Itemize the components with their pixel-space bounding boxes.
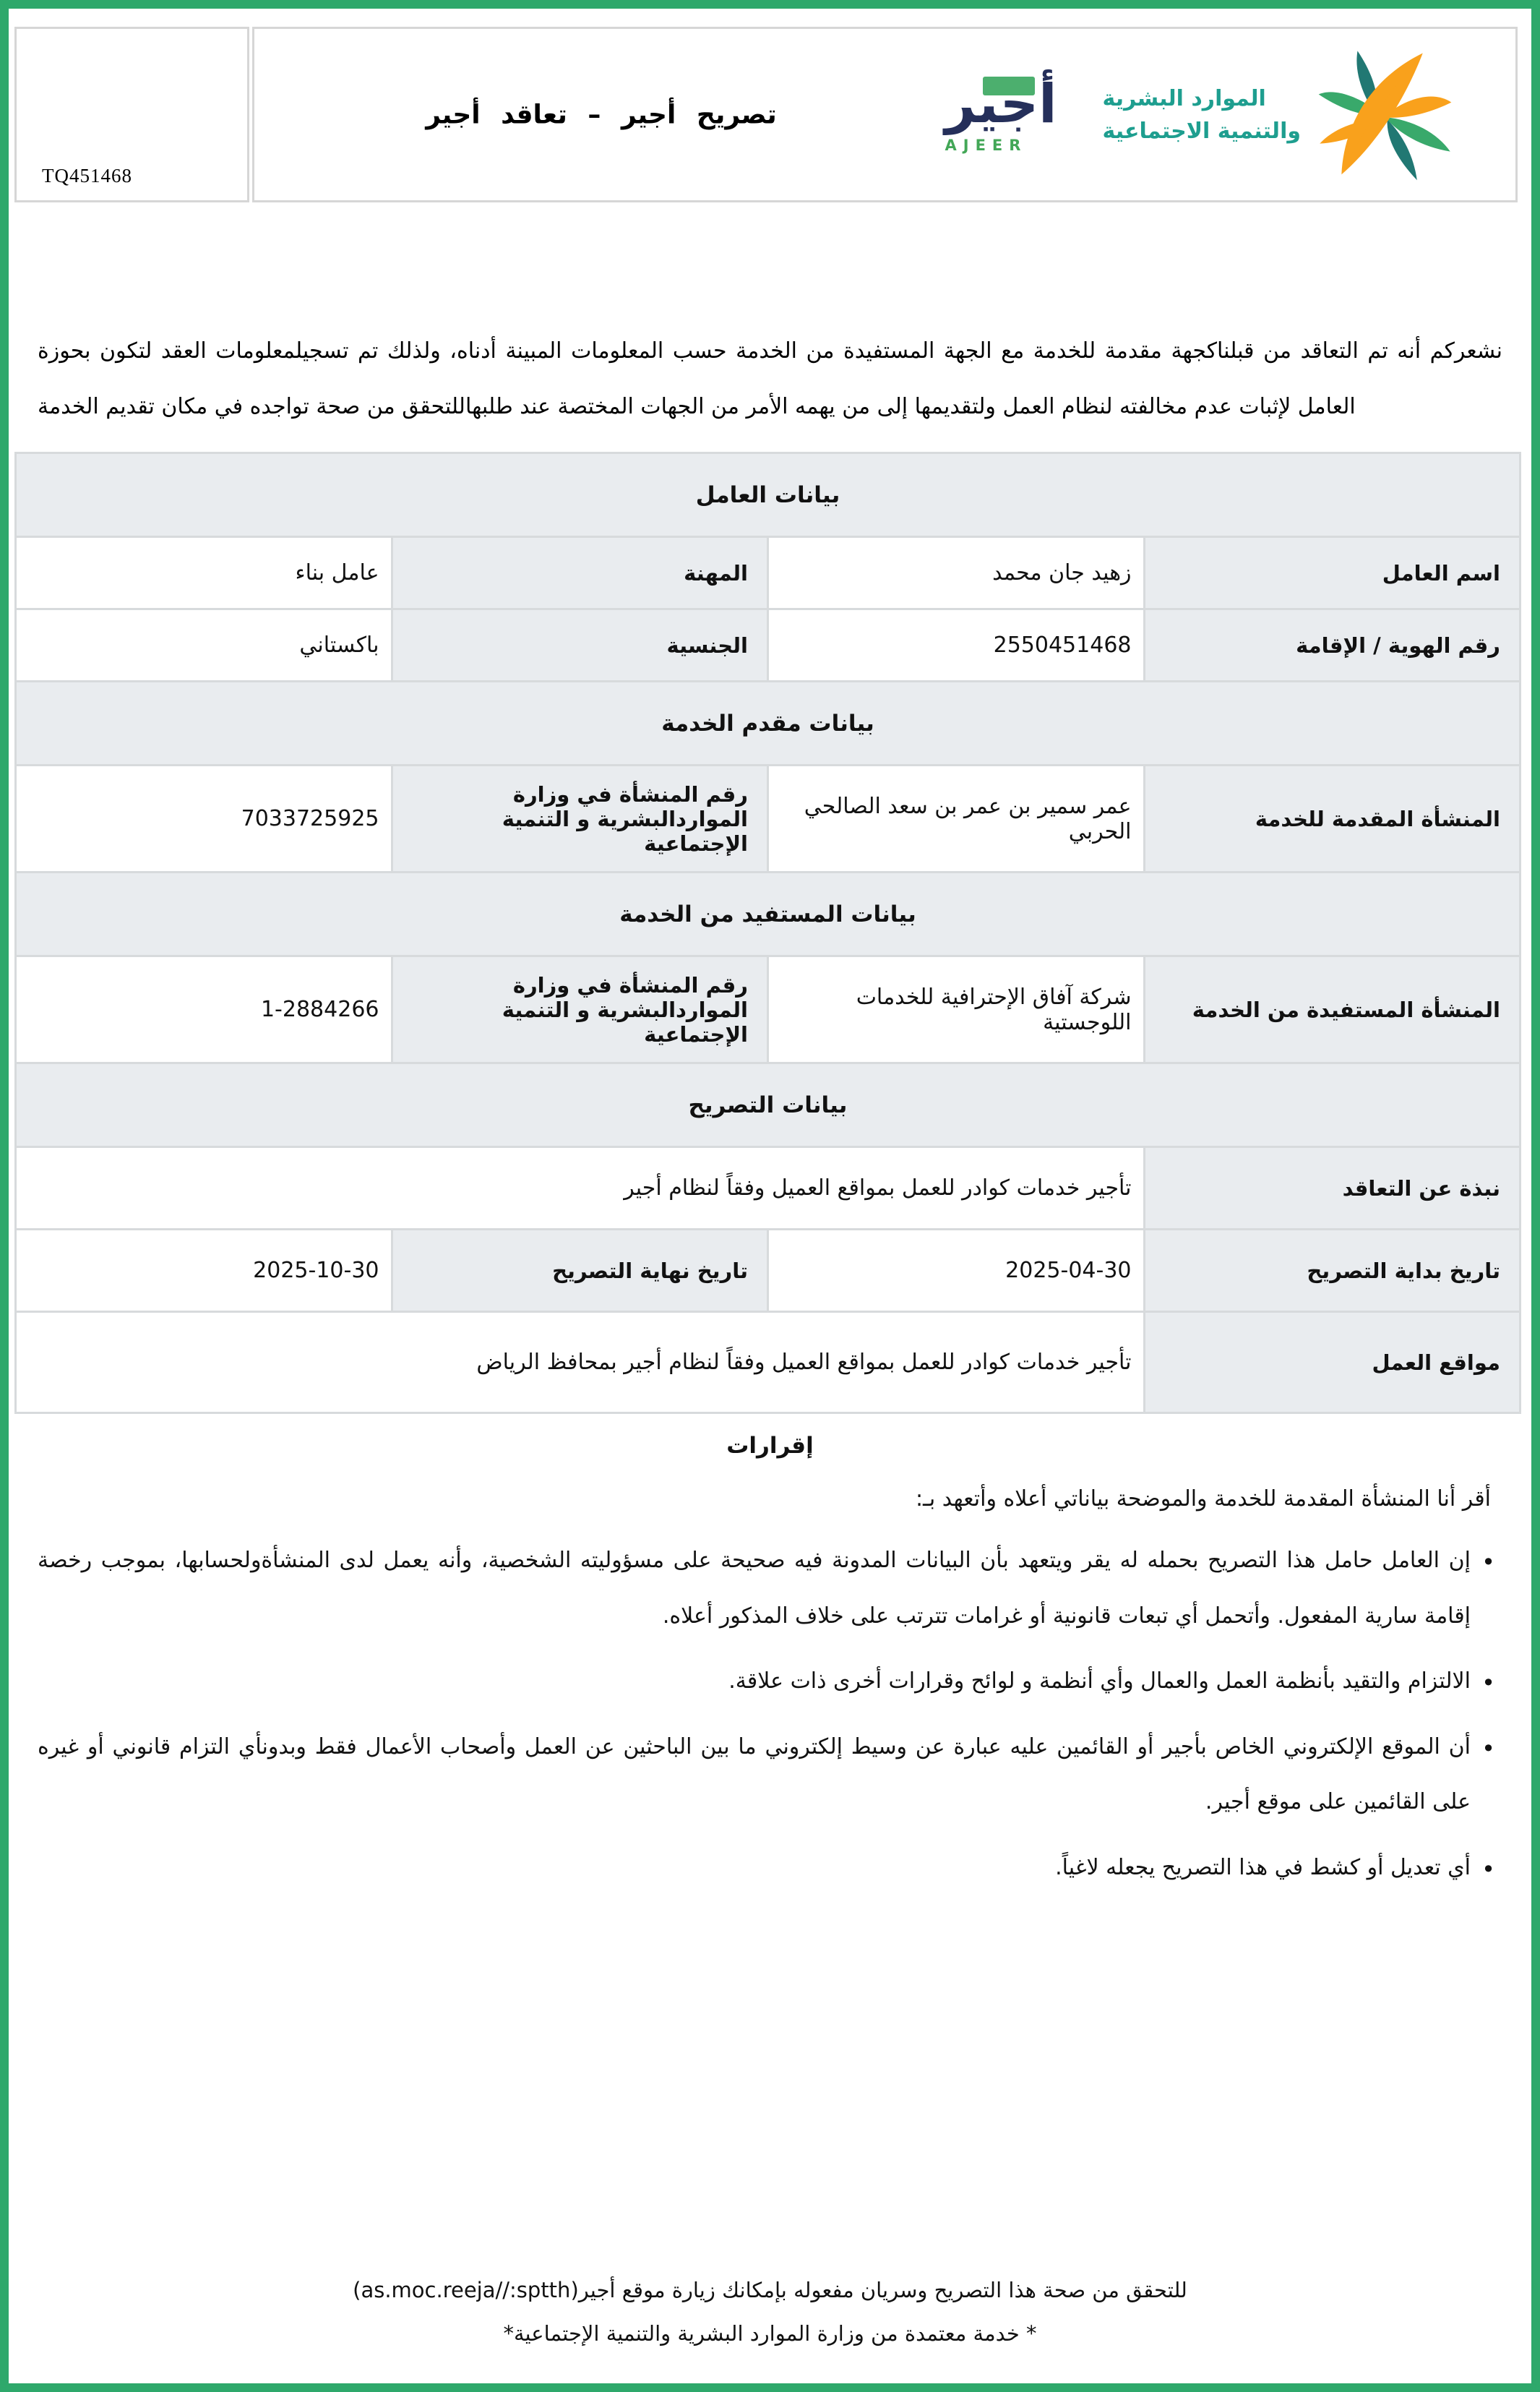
ministry-name	[1103, 82, 1301, 147]
declaration-item: • أن الموقع الإلكتروني الخاص بأجير أو القائمين عليه عبارة عن وسيط إلكتروني ما بين الباحثين عن العمل وأصحاب الأعمال فقط وبدونأي التزام قانوني أو غيره على القائمين على موقع أجير.	[38, 1720, 1502, 1830]
provider-row	[16, 766, 1520, 873]
permit-section-row	[16, 1063, 1520, 1147]
declarations-section	[38, 1433, 1502, 1895]
permit-number-box	[14, 27, 249, 202]
footer	[9, 2278, 1531, 2346]
ministry-name-line2: والتنمية الاجتماعية	[1102, 118, 1301, 144]
profession-value: عامل بناء	[16, 537, 392, 609]
provider-establishment-label: المنشأة المقدمة للخدمة	[1144, 766, 1520, 873]
worker-section-row	[16, 453, 1520, 537]
logos	[945, 46, 1459, 184]
declarations-intro: أقر أنا المنشأة المقدمة للخدمة والموضحة بياناتي أعلاه وأتعهد بـ:	[915, 1486, 1491, 1512]
ajeer-logo-latin-text: AJEER	[945, 137, 1028, 155]
work-locations-label: مواقع العمل	[1144, 1312, 1520, 1413]
beneficiary-row	[16, 956, 1520, 1063]
profession-label: المهنة	[392, 537, 768, 609]
provider-mol-number-value: 7033725925	[16, 766, 392, 873]
worker-name-row	[16, 537, 1520, 609]
footer-accreditation-text: * خدمة معتمدة من وزارة الموارد البشرية والتنمية الإجتماعية*	[503, 2321, 1037, 2346]
provider-section-row	[16, 682, 1520, 766]
worker-name-value: زهيد جان محمد	[768, 537, 1145, 609]
permit-dates-row	[16, 1230, 1520, 1312]
ajeer-logo	[945, 72, 1061, 155]
beneficiary-mol-number-label: رقم المنشأة في وزارة المواردالبشرية و التنمية الإجتماعية	[392, 956, 768, 1063]
permit-section-header: بيانات التصريح	[16, 1063, 1520, 1147]
declaration-item: • أي تعديل أو كشط في هذا التصريح يجعله لاغياً.	[38, 1840, 1502, 1896]
contract-about-label: نبذة عن التعاقد	[1144, 1147, 1520, 1230]
worker-name-label: اسم العامل	[1144, 537, 1520, 609]
intro-paragraph: نشعركم أنه تم التعاقد من قبلناكجهة مقدمة للخدمة مع الجهة المستفيدة من الخدمة حسب المعلومات المبينة أدناه، ولذلك تم تسجيلمعلومات العقد لتكون بحوزة العامل لإثبات عدم مخالفته لنظام العمل ولتقديمها إلى من يهمه الأمر من الجهات المختصة عند طلبهاللتحقق من صحة تواجده في مكان تقديم الخدمة	[38, 338, 1502, 419]
work-locations-value: تأجير خدمات كوادر للعمل بمواقع العميل وفقاً لنظام أجير بمحافظ الرياض	[16, 1312, 1145, 1413]
end-date-value: 2025-10-30	[16, 1230, 392, 1312]
ajeer-logo-mark	[945, 72, 1057, 135]
declarations-heading: إقرارات	[726, 1433, 814, 1459]
start-date-label: تاريخ بداية التصريح	[1144, 1230, 1520, 1312]
contract-about-value: تأجير خدمات كوادر للعمل بمواقع العميل وفقاً لنظام أجير	[16, 1147, 1145, 1230]
end-date-label: تاريخ نهاية التصريح	[392, 1230, 768, 1312]
document-title: تصريح أجير – تعاقد أجير	[426, 100, 777, 129]
provider-establishment-value: عمر سمير بن عمر بن سعد الصالحي الحربي	[768, 766, 1145, 873]
contract-about-row	[16, 1147, 1520, 1230]
ministry-logo	[1103, 46, 1459, 184]
permit-number: TQ451468	[42, 165, 132, 187]
beneficiary-section-row	[16, 873, 1520, 956]
id-number-value: 2550451468	[768, 609, 1145, 682]
work-locations-row	[16, 1312, 1520, 1413]
ministry-name-line1: الموارد البشرية	[1102, 85, 1266, 111]
provider-mol-number-label: رقم المنشأة في وزارة المواردالبشرية و التنمية الإجتماعية	[392, 766, 768, 873]
worker-section-header: بيانات العامل	[16, 453, 1520, 537]
provider-section-header: بيانات مقدم الخدمة	[16, 682, 1520, 766]
declaration-item: • إن العامل حامل هذا التصريح بحمله له يقر ويتعهد بأن البيانات المدونة فيه صحيحة على مسؤوليته الشخصية، وأنه يعمل لدى المنشأةولحسابها، بموجب رخصة إقامة سارية المفعول. وأتحمل أي تبعات قانونية أو غرامات تترتب على خلاف المذكور أعلاه.	[38, 1533, 1502, 1644]
permit-info-table	[14, 452, 1521, 1414]
beneficiary-establishment-label: المنشأة المستفيدة من الخدمة	[1144, 956, 1520, 1063]
footer-verification-text: للتحقق من صحة هذا التصريح وسريان مفعوله بإمكانك زيارة موقع أجير(as.moc.reeja//:sptth)	[353, 2278, 1187, 2302]
id-number-label: رقم الهوية / الإقامة	[1144, 609, 1520, 682]
header	[14, 27, 1518, 202]
worker-id-row	[16, 609, 1520, 682]
beneficiary-section-header: بيانات المستفيد من الخدمة	[16, 873, 1520, 956]
nationality-label: الجنسية	[392, 609, 768, 682]
beneficiary-mol-number-value: 1-2884266	[16, 956, 392, 1063]
start-date-value: 2025-04-30	[768, 1230, 1145, 1312]
ajeer-logo-arabic-text: أجير	[945, 72, 1057, 135]
title-box	[252, 27, 1518, 202]
ministry-palm-emblem-icon	[1311, 46, 1459, 184]
beneficiary-establishment-value: شركة آفاق الإحترافية للخدمات اللوجستية	[768, 956, 1145, 1063]
declaration-item: • الالتزام والتقيد بأنظمة العمل والعمال وأي أنظمة و لوائح وقرارات أخرى ذات علاقة.	[38, 1654, 1502, 1710]
nationality-value: باكستاني	[16, 609, 392, 682]
